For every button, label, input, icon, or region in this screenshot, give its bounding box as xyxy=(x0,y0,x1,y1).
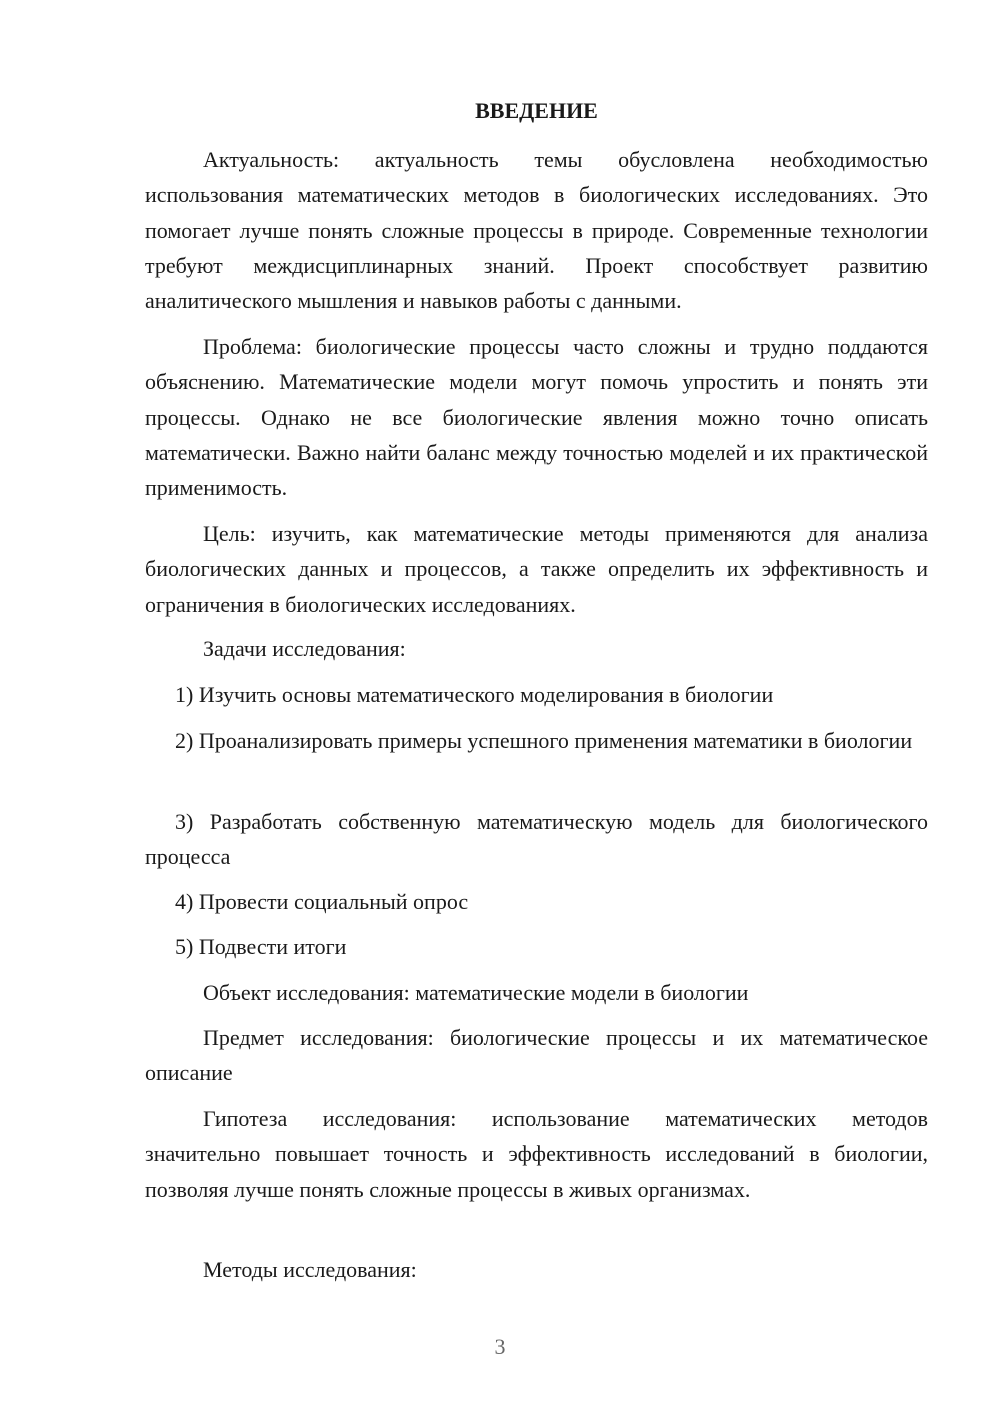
paragraph-problem: Проблема: биологические процессы часто сложны и трудно поддаются объяснению. Математические модели могут помочь упростить и понять эти процессы. Однако не все биологические явления можно точно описать математически. Важно найти баланс между точностью моделей и их практической применимость. xyxy=(145,334,928,501)
paragraph-subject: Предмет исследования: биологические процессы и их математическое описание xyxy=(145,1025,928,1086)
paragraph-hypothesis: Гипотеза исследования: использование математических методов значительно повышает точность и эффективность исследований в биологии, позволяя лучше понять сложные процессы в живых организмах. xyxy=(145,1106,928,1202)
task-item: 3) Разработать собственную математическую модель для биологического процесса xyxy=(145,809,928,870)
task-item: 1) Изучить основы математического моделирования в биологии xyxy=(175,682,774,707)
page-number: 3 xyxy=(494,1334,506,1359)
paragraph-relevance: Актуальность: актуальность темы обусловлена необходимостью использования математических методов в биологических исследованиях. Это помогает лучше понять сложные процессы в природе. Современные технологии требуют междисциплинарных знаний. Проект способствует развитию аналитического мышления и навыков работы с данными. xyxy=(145,147,928,314)
tasks-heading: Задачи исследования: xyxy=(203,636,406,661)
task-item: 5) Подвести итоги xyxy=(175,934,347,959)
paragraph-object: Объект исследования: математические модели в биологии xyxy=(203,980,749,1005)
methods-heading: Методы исследования: xyxy=(203,1257,417,1282)
task-item: 2) Проанализировать примеры успешного применения математики в биологии xyxy=(175,728,913,753)
task-item: 4) Провести социальный опрос xyxy=(175,889,469,914)
paragraph-goal: Цель: изучить, как математические методы применяются для анализа биологических данных и процессов, а также определить их эффективность и ограничения в биологических исследованиях. xyxy=(145,521,928,617)
page-title: ВВЕДЕНИЕ xyxy=(475,98,598,123)
